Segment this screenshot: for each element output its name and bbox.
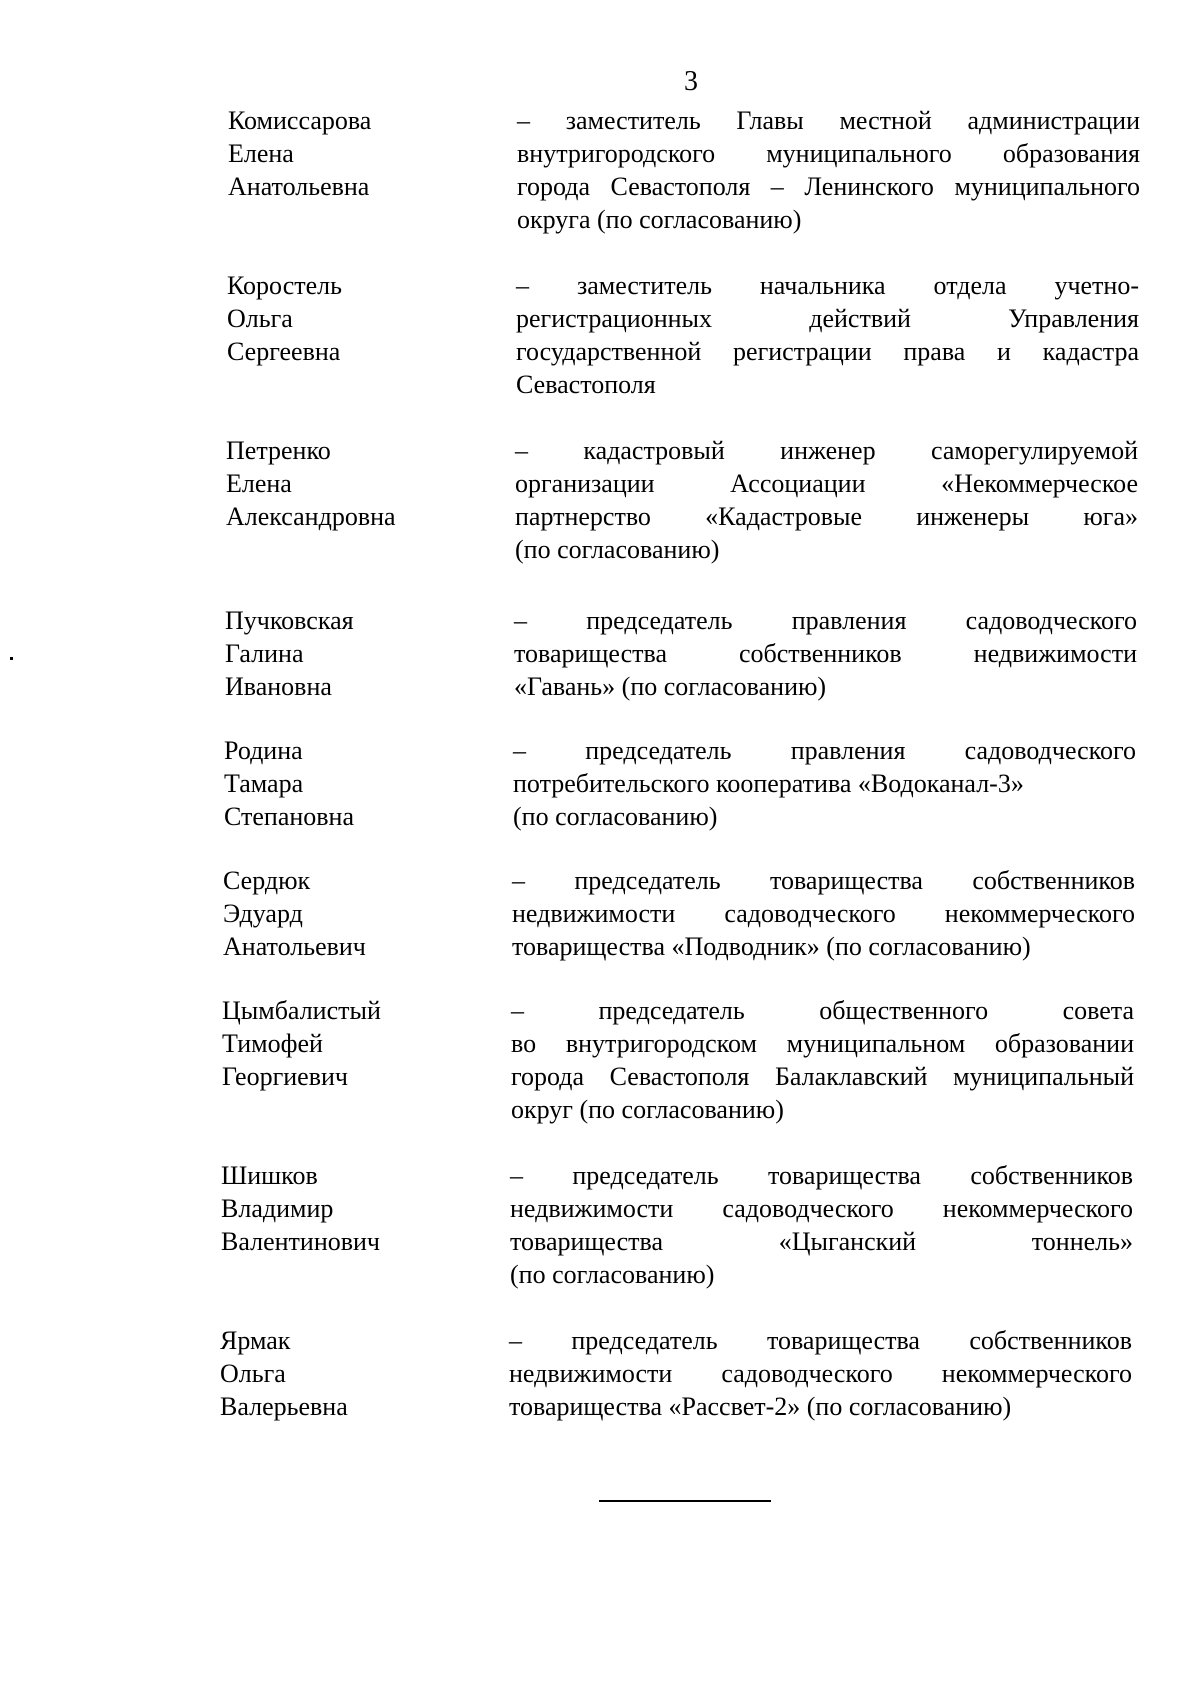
patronymic: Ивановна (225, 672, 332, 701)
surname: Сердюк (223, 866, 311, 895)
member-entry (0, 1324, 1200, 1482)
position-line: товарищества собственников недвижимости (514, 639, 1137, 668)
position-line: государственной регистрации права и кадастра (516, 337, 1139, 366)
first-name: Эдуард (223, 899, 303, 928)
position-line: (по согласованию) (513, 802, 718, 831)
position-line: товарищества «Рассвет-2» (по согласованию) (509, 1392, 1012, 1421)
position-line: – председатель общественного совета (511, 996, 1134, 1025)
position-line: организации Ассоциации «Некоммерческое (515, 469, 1138, 498)
first-name: Галина (225, 639, 304, 668)
position-line: округ (по согласованию) (511, 1095, 784, 1124)
member-entry (0, 104, 1200, 262)
surname: Шишков (221, 1161, 318, 1190)
position-line: округа (по согласованию) (517, 205, 802, 234)
patronymic: Валерьевна (220, 1392, 348, 1421)
first-name: Тимофей (222, 1029, 323, 1058)
position-line: товарищества «Цыганский тоннель» (510, 1227, 1133, 1256)
surname: Цымбалистый (222, 996, 381, 1025)
surname: Комиссарова (228, 106, 372, 135)
surname: Родина (224, 736, 303, 765)
patronymic: Сергеевна (227, 337, 341, 366)
position-line: товарищества «Подводник» (по согласованию) (512, 932, 1031, 961)
position-line: внутригородского муниципального образования (517, 139, 1140, 168)
patronymic: Александровна (226, 502, 396, 531)
position-line: – заместитель Главы местной администрации (517, 106, 1140, 135)
member-name (225, 604, 485, 703)
position-line: города Севастополя – Ленинского муниципального (517, 172, 1140, 201)
position-line: – председатель товарищества собственников (509, 1326, 1132, 1355)
member-name (220, 1324, 480, 1423)
patronymic: Валентинович (221, 1227, 380, 1256)
position-line: регистрационных действий Управления (516, 304, 1139, 333)
position-line: потребительского кооператива «Водоканал-3» (513, 769, 1024, 798)
patronymic: Степановна (224, 802, 354, 831)
position-line: – председатель правления садоводческого (513, 736, 1136, 765)
position-line: недвижимости садоводческого некоммерческого (510, 1194, 1133, 1223)
member-entry (0, 269, 1200, 427)
first-name: Елена (226, 469, 292, 498)
member-name (227, 269, 487, 368)
position-line: во внутригородском муниципальном образовании (511, 1029, 1134, 1058)
surname: Коростель (227, 271, 342, 300)
first-name: Ольга (227, 304, 293, 333)
page-number: 3 (684, 66, 698, 97)
member-name (228, 104, 488, 203)
position-line: (по согласованию) (510, 1260, 715, 1289)
patronymic: Георгиевич (222, 1062, 348, 1091)
patronymic: Анатольевич (223, 932, 366, 961)
first-name: Тамара (224, 769, 304, 798)
first-name: Ольга (220, 1359, 286, 1388)
patronymic: Анатольевна (228, 172, 370, 201)
member-position (509, 1324, 1132, 1423)
member-position (513, 734, 1136, 833)
member-position (514, 604, 1137, 703)
position-line: недвижимости садоводческого некоммерческого (509, 1359, 1132, 1388)
position-line: (по согласованию) (515, 535, 720, 564)
member-entry (0, 994, 1200, 1152)
surname: Пучковская (225, 606, 354, 635)
member-position (515, 434, 1138, 566)
position-line: – председатель правления садоводческого (514, 606, 1137, 635)
member-name (226, 434, 486, 533)
first-name: Елена (228, 139, 294, 168)
member-name (221, 1159, 481, 1258)
position-line: – председатель товарищества собственников (512, 866, 1135, 895)
member-entry (0, 1159, 1200, 1317)
member-name (223, 864, 483, 963)
member-entry (0, 434, 1200, 592)
position-line: Севастополя (516, 370, 656, 399)
member-name (224, 734, 484, 833)
position-line: города Севастополя Балаклавский муниципальный (511, 1062, 1134, 1091)
member-position (517, 104, 1140, 236)
position-line: партнерство «Кадастровые инженеры юга» (515, 502, 1138, 531)
member-position (511, 994, 1134, 1126)
scan-speck (10, 657, 13, 660)
position-line: «Гавань» (по согласованию) (514, 672, 827, 701)
member-position (510, 1159, 1133, 1291)
position-line: – заместитель начальника отдела учетно- (516, 271, 1139, 300)
surname: Петренко (226, 436, 331, 465)
member-position (516, 269, 1139, 401)
member-name (222, 994, 482, 1093)
member-position (512, 864, 1135, 963)
position-line: – председатель товарищества собственников (510, 1161, 1133, 1190)
position-line: – кадастровый инженер саморегулируемой (515, 436, 1138, 465)
position-line: недвижимости садоводческого некоммерческого (512, 899, 1135, 928)
first-name: Владимир (221, 1194, 334, 1223)
surname: Ярмак (220, 1326, 291, 1355)
end-of-list-rule (599, 1500, 771, 1502)
